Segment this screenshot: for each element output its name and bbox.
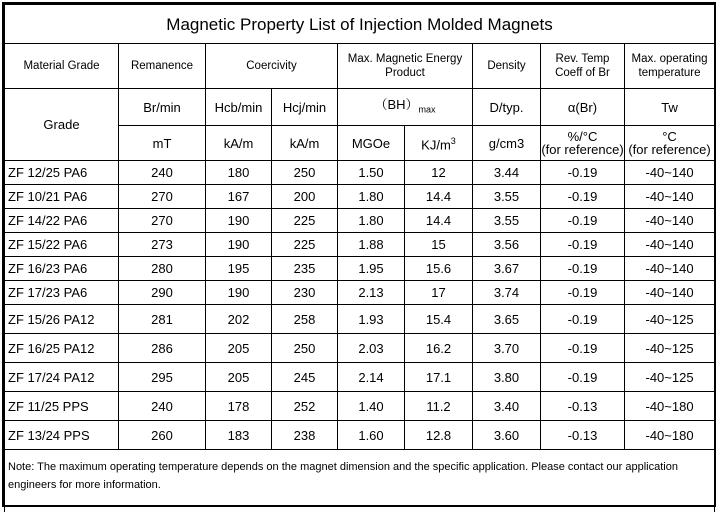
table-row bbox=[5, 233, 715, 257]
unit-hcj: kA/m bbox=[272, 126, 338, 161]
value-cell: 205 bbox=[206, 334, 272, 363]
value-cell: 3.80 bbox=[473, 363, 541, 392]
value-cell: -40~140 bbox=[625, 233, 715, 257]
value-cell: 230 bbox=[272, 281, 338, 305]
value-cell: -0.13 bbox=[541, 421, 625, 450]
unit-mgoe: MGOe bbox=[338, 126, 405, 161]
value-cell: 260 bbox=[119, 421, 206, 450]
grade-cell: ZF 15/22 PA6 bbox=[5, 233, 119, 257]
table-row bbox=[5, 257, 715, 281]
value-cell: 2.14 bbox=[338, 363, 405, 392]
value-cell: 270 bbox=[119, 209, 206, 233]
value-cell: 281 bbox=[119, 305, 206, 334]
value-cell: 225 bbox=[272, 209, 338, 233]
grade-cell: ZF 17/24 PA12 bbox=[5, 363, 119, 392]
value-cell: 250 bbox=[272, 161, 338, 185]
value-cell: 3.70 bbox=[473, 334, 541, 363]
value-cell: 167 bbox=[206, 185, 272, 209]
value-cell: 3.44 bbox=[473, 161, 541, 185]
value-cell: 245 bbox=[272, 363, 338, 392]
value-cell: 14.4 bbox=[405, 185, 473, 209]
value-cell: -0.19 bbox=[541, 281, 625, 305]
value-cell: 190 bbox=[206, 209, 272, 233]
value-cell: 1.88 bbox=[338, 233, 405, 257]
value-cell: 280 bbox=[119, 257, 206, 281]
value-cell: 16.2 bbox=[405, 334, 473, 363]
header-temp-coeff: Rev. Temp Coeff of Br bbox=[541, 44, 625, 89]
value-cell: 12.8 bbox=[405, 421, 473, 450]
value-cell: 15.4 bbox=[405, 305, 473, 334]
value-cell: 180 bbox=[206, 161, 272, 185]
value-cell: -40~140 bbox=[625, 281, 715, 305]
value-cell: 205 bbox=[206, 363, 272, 392]
table-row bbox=[5, 305, 715, 334]
value-cell: -40~140 bbox=[625, 257, 715, 281]
value-cell: 1.80 bbox=[338, 209, 405, 233]
grade-cell: ZF 14/22 PA6 bbox=[5, 209, 119, 233]
value-cell: 15.6 bbox=[405, 257, 473, 281]
header-density: Density bbox=[473, 44, 541, 89]
table-row bbox=[5, 334, 715, 363]
value-cell: 3.60 bbox=[473, 421, 541, 450]
unit-tw: °C (for reference) bbox=[625, 126, 715, 161]
grade-cell: ZF 15/26 PA12 bbox=[5, 305, 119, 334]
value-cell: 3.55 bbox=[473, 209, 541, 233]
value-cell: 178 bbox=[206, 392, 272, 421]
value-cell: 12 bbox=[405, 161, 473, 185]
value-cell: 240 bbox=[119, 161, 206, 185]
value-cell: 11.2 bbox=[405, 392, 473, 421]
table-row bbox=[5, 281, 715, 305]
unit-kj: $KJ/m^3$ bbox=[405, 126, 473, 161]
symbol-hcb: Hcb/min bbox=[206, 89, 272, 126]
value-cell: -0.13 bbox=[541, 392, 625, 421]
unit-hcb: kA/m bbox=[206, 126, 272, 161]
unit-alpha: %/°C (for reference) bbox=[541, 126, 625, 161]
value-cell: -40~125 bbox=[625, 363, 715, 392]
property-table-frame bbox=[2, 2, 716, 507]
value-cell: -40~140 bbox=[625, 209, 715, 233]
value-cell: 252 bbox=[272, 392, 338, 421]
value-cell: 273 bbox=[119, 233, 206, 257]
value-cell: 295 bbox=[119, 363, 206, 392]
value-cell: -40~180 bbox=[625, 421, 715, 450]
table-row bbox=[5, 161, 715, 185]
value-cell: -0.19 bbox=[541, 161, 625, 185]
value-cell: -0.19 bbox=[541, 209, 625, 233]
value-cell: -0.19 bbox=[541, 233, 625, 257]
header-remanence: Remanence bbox=[119, 44, 206, 89]
header-max-temp: Max. operating temperature bbox=[625, 44, 715, 89]
grade-cell: ZF 12/25 PA6 bbox=[5, 161, 119, 185]
header-coercivity: Coercivity bbox=[206, 44, 338, 89]
symbol-grade: Grade bbox=[5, 89, 119, 161]
value-cell: 3.65 bbox=[473, 305, 541, 334]
value-cell: 14.4 bbox=[405, 209, 473, 233]
value-cell: 3.40 bbox=[473, 392, 541, 421]
unit-br: mT bbox=[119, 126, 206, 161]
value-cell: 290 bbox=[119, 281, 206, 305]
symbol-alpha: α(Br) bbox=[541, 89, 625, 126]
value-cell: 3.56 bbox=[473, 233, 541, 257]
grade-cell: ZF 16/23 PA6 bbox=[5, 257, 119, 281]
grade-cell: ZF 13/24 PPS bbox=[5, 421, 119, 450]
header-energy-product: Max. Magnetic Energy Product bbox=[338, 44, 473, 89]
value-cell: 190 bbox=[206, 281, 272, 305]
value-cell: 1.95 bbox=[338, 257, 405, 281]
symbol-bh: $(BH)_{max}$ bbox=[338, 89, 473, 126]
value-cell: -0.19 bbox=[541, 334, 625, 363]
value-cell: 240 bbox=[119, 392, 206, 421]
grade-cell: ZF 11/25 PPS bbox=[5, 392, 119, 421]
value-cell: 235 bbox=[272, 257, 338, 281]
value-cell: 3.67 bbox=[473, 257, 541, 281]
value-cell: 183 bbox=[206, 421, 272, 450]
value-cell: -40~140 bbox=[625, 185, 715, 209]
table-row bbox=[5, 392, 715, 421]
property-table bbox=[4, 4, 715, 512]
grade-cell: ZF 10/21 PA6 bbox=[5, 185, 119, 209]
value-cell: 190 bbox=[206, 233, 272, 257]
table-title: Magnetic Property List of Injection Molded Magnets bbox=[5, 5, 715, 44]
value-cell: -40~125 bbox=[625, 305, 715, 334]
table-row bbox=[5, 209, 715, 233]
symbol-tw: Tw bbox=[625, 89, 715, 126]
value-cell: 2.03 bbox=[338, 334, 405, 363]
value-cell: 1.50 bbox=[338, 161, 405, 185]
value-cell: 258 bbox=[272, 305, 338, 334]
value-cell: 238 bbox=[272, 421, 338, 450]
value-cell: 250 bbox=[272, 334, 338, 363]
value-cell: -0.19 bbox=[541, 185, 625, 209]
symbol-density: D/typ. bbox=[473, 89, 541, 126]
value-cell: -40~140 bbox=[625, 161, 715, 185]
value-cell: 1.93 bbox=[338, 305, 405, 334]
value-cell: 3.55 bbox=[473, 185, 541, 209]
value-cell: -0.19 bbox=[541, 257, 625, 281]
grade-cell: ZF 16/25 PA12 bbox=[5, 334, 119, 363]
value-cell: 1.60 bbox=[338, 421, 405, 450]
table-row bbox=[5, 363, 715, 392]
value-cell: -0.19 bbox=[541, 305, 625, 334]
value-cell: 2.13 bbox=[338, 281, 405, 305]
value-cell: 270 bbox=[119, 185, 206, 209]
value-cell: 225 bbox=[272, 233, 338, 257]
value-cell: 1.40 bbox=[338, 392, 405, 421]
value-cell: 286 bbox=[119, 334, 206, 363]
value-cell: -40~180 bbox=[625, 392, 715, 421]
grade-cell: ZF 17/23 PA6 bbox=[5, 281, 119, 305]
value-cell: -40~125 bbox=[625, 334, 715, 363]
value-cell: 195 bbox=[206, 257, 272, 281]
value-cell: -0.19 bbox=[541, 363, 625, 392]
symbol-hcj: Hcj/min bbox=[272, 89, 338, 126]
unit-density: g/cm3 bbox=[473, 126, 541, 161]
value-cell: 202 bbox=[206, 305, 272, 334]
table-row bbox=[5, 185, 715, 209]
header-material-grade: Material Grade bbox=[5, 44, 119, 89]
footnote: Note: The maximum operating temperature depends on the magnet dimension and the specific application. Please contact our application engineers for more information. bbox=[5, 450, 715, 512]
value-cell: 15 bbox=[405, 233, 473, 257]
value-cell: 3.74 bbox=[473, 281, 541, 305]
value-cell: 17.1 bbox=[405, 363, 473, 392]
value-cell: 17 bbox=[405, 281, 473, 305]
table-row bbox=[5, 421, 715, 450]
value-cell: 1.80 bbox=[338, 185, 405, 209]
value-cell: 200 bbox=[272, 185, 338, 209]
symbol-br: Br/min bbox=[119, 89, 206, 126]
